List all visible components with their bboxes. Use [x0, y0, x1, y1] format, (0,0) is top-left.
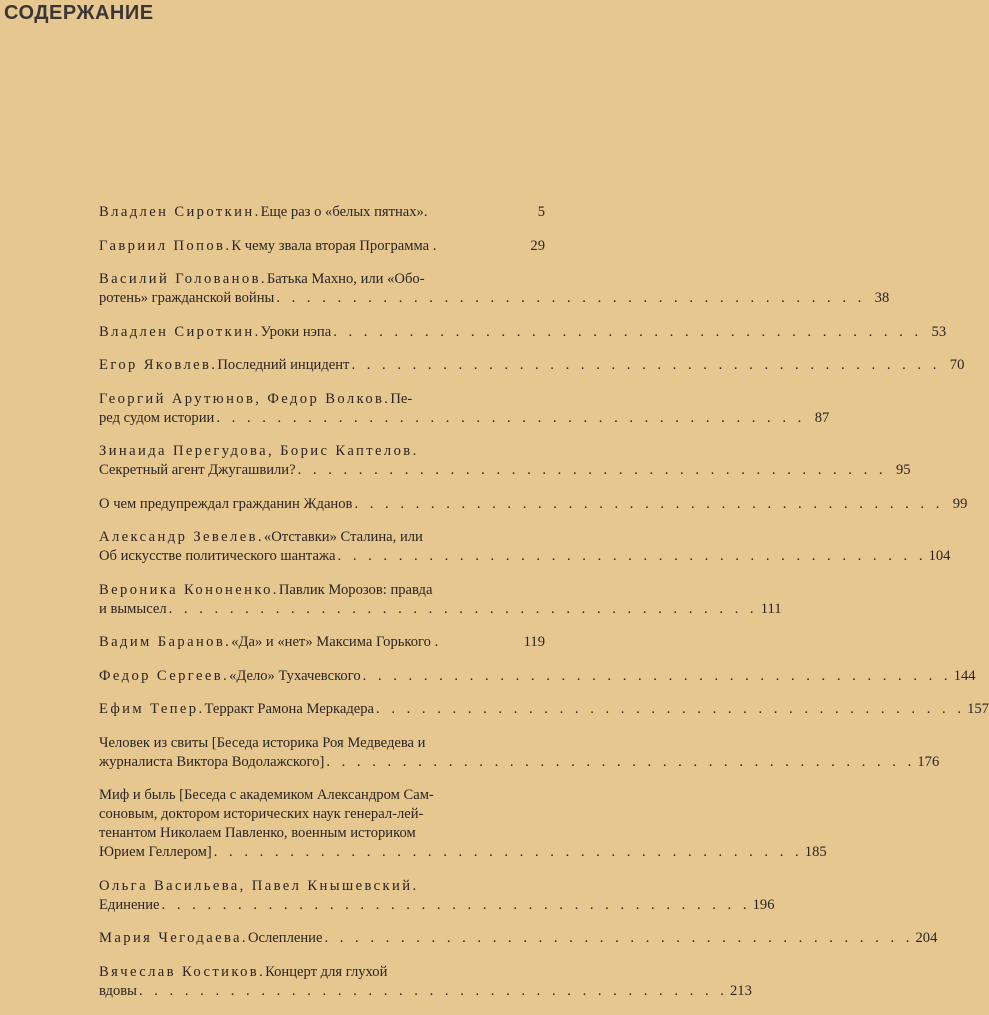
toc-line	[99, 390, 545, 409]
dot-leader: . . . . . . . . . . . . . . . . . . . . . . . . . . . . . . . . . . . . . . .	[138, 982, 728, 999]
toc-entry	[99, 700, 989, 719]
dot-leader: . . . . . . . . . . . . . . . . . . . . . . . . . . . . . . . . . . . . . . .	[168, 600, 758, 617]
page-number: 104	[928, 548, 951, 564]
entry-title: Человек из свиты [Беседа историка Роя Медведева и	[99, 734, 426, 751]
entry-title: Юрием Геллером]	[99, 844, 212, 860]
toc-entry	[99, 442, 911, 480]
dot-leader: . . . . . . . . . . . . . . . . . . . . . . . . . . . . . . . . . . . . . . .	[337, 548, 927, 564]
dot-leader: . . . . . . . . . . . . . . . . . . . . . . . . . . . . . . . . . . . . . . .	[216, 409, 806, 426]
toc-entry	[99, 270, 890, 308]
page-number: 185	[804, 844, 827, 860]
entry-author: Александр Зевелев.	[99, 529, 264, 545]
toc-line	[99, 203, 545, 222]
page-number: 157	[967, 701, 989, 717]
toc-line	[99, 442, 545, 461]
entry-author: Вячеслав Костиков.	[99, 963, 266, 980]
entry-title: Терракт Рамона Меркадера	[204, 701, 375, 717]
toc-entry	[99, 495, 968, 514]
page-number: 204	[915, 930, 938, 946]
toc-line	[99, 356, 965, 375]
entry-title: Концерт для глухой	[265, 963, 388, 980]
entry-title: К чему звала вторая Программа .	[231, 237, 437, 254]
entry-title: ред судом истории	[99, 409, 215, 426]
dot-leader: . . . . . . . . . . . . . . . . . . . . . . . . . . . . . . . . . . . . . . .	[297, 462, 887, 478]
toc-line	[99, 824, 545, 843]
toc-line	[99, 495, 968, 514]
toc-entry	[99, 963, 752, 1001]
entry-author: Мария Чегодаева.	[99, 930, 248, 946]
toc-line	[99, 547, 951, 566]
entry-author: Владлен Сироткин.	[99, 204, 261, 220]
toc-line	[99, 461, 911, 480]
toc-line	[99, 877, 545, 896]
dot-leader: . . . . . . . . . . . . . . . . . . . . . . . . . . . . . . . . . . . . . . .	[354, 495, 944, 512]
entry-title: Павлик Морозов: правда	[278, 581, 433, 598]
toc-line	[99, 700, 989, 719]
entry-author: Владлен Сироткин.	[99, 323, 261, 340]
entry-author: Зинаида Перегудова, Борис Каптелов.	[99, 443, 419, 459]
dot-leader: . . . . . . . . . . . . . . . . . . . . . . . . . . . . . . . . . . . . . . .	[161, 896, 751, 913]
entry-author: Гавриил Попов.	[99, 237, 232, 254]
entry-title: Батька Махно, или «Обо-	[266, 271, 425, 287]
entry-title: соновым, доктором исторических наук генерал-лей-	[99, 806, 424, 822]
entry-title: «Отставки» Сталина, или	[263, 529, 423, 545]
page-number: 196	[752, 896, 775, 913]
toc-line	[99, 633, 545, 652]
toc-line	[99, 581, 545, 600]
entry-author: Ольга Васильева, Павел Кнышевский.	[99, 877, 419, 894]
toc-entry	[99, 786, 827, 862]
page-number: 213	[730, 982, 752, 999]
entry-title: О чем предупреждал гражданин Жданов	[99, 495, 353, 512]
entry-title: Единение	[99, 896, 160, 913]
entry-title: журналиста Виктора Водолажского]	[99, 753, 325, 770]
entry-title: «Да» и «нет» Максима Горького .	[231, 634, 439, 650]
dot-leader: . . . . . . . . . . . . . . . . . . . . . . . . . . . . . . . . . . . . . . .	[326, 753, 916, 770]
entry-title: Ослепление	[248, 930, 323, 946]
entry-title: Миф и быль [Беседа с академиком Александром Сам-	[99, 787, 434, 803]
entry-author: Вадим Баранов.	[99, 634, 232, 650]
entry-title: Еще раз о «белых пятнах».	[260, 204, 428, 220]
entry-author: Федор Сергеев.	[99, 667, 230, 684]
page-number: 38	[874, 290, 890, 306]
toc-line	[99, 289, 890, 308]
entry-title: Пе-	[390, 390, 413, 407]
dot-leader: . . . . . . . . . . . . . . . . . . . . . . . . . . . . . . . . . . . . . . .	[362, 667, 952, 684]
toc-entry	[99, 203, 545, 222]
toc-entry	[99, 356, 965, 375]
dot-leader: . . . . . . . . . . . . . . . . . . . . . . . . . . . . . . . . . . . . . . .	[333, 323, 923, 340]
dot-leader: . . . . . . . . . . . . . . . . . . . . . . . . . . . . . . . . . . . . . . .	[324, 930, 914, 946]
entry-title: ротень» гражданской войны	[99, 290, 275, 306]
page-number: 176	[917, 753, 940, 770]
toc-line	[99, 929, 938, 948]
toc-line	[99, 270, 545, 289]
toc-entry	[99, 390, 830, 428]
page-number: 144	[953, 667, 976, 684]
toc-line	[99, 667, 976, 686]
dot-leader: . . . . . . . . . . . . . . . . . . . . . . . . . . . . . . . . . . . . . . .	[351, 357, 941, 373]
page-number: 99	[952, 495, 968, 512]
toc-line	[99, 896, 775, 915]
toc-entry	[99, 237, 545, 256]
toc-entry	[99, 581, 782, 619]
toc-entry	[99, 667, 976, 686]
toc-line	[99, 963, 545, 982]
toc-line	[99, 734, 545, 753]
dot-leader: . . . . . . . . . . . . . . . . . . . . . . . . . . . . . . . . . . . . . . .	[213, 844, 803, 860]
page-number: 95	[895, 462, 911, 478]
entry-title: Секретный агент Джугашвили?	[99, 462, 296, 478]
entry-author: Егор Яковлев.	[99, 357, 218, 373]
toc-entry	[99, 633, 545, 652]
table-of-contents	[99, 203, 989, 1015]
entry-title: вдовы	[99, 982, 137, 999]
toc-line	[99, 323, 947, 342]
toc-entry	[99, 877, 775, 915]
entry-author: Ефим Тепер.	[99, 701, 205, 717]
page-number: 87	[814, 409, 830, 426]
page-title: СОДЕРЖАНИЕ	[4, 2, 154, 24]
toc-line	[99, 805, 545, 824]
page-number: 119	[523, 634, 545, 650]
toc-line	[99, 409, 830, 428]
page-number: 53	[931, 323, 947, 340]
toc-line	[99, 237, 545, 256]
toc-line	[99, 843, 827, 862]
toc-entry	[99, 528, 951, 566]
dot-leader: . . . . . . . . . . . . . . . . . . . . . . . . . . . . . . . . . . . . . . .	[276, 290, 866, 306]
page-number: 29	[530, 237, 545, 254]
entry-title: тенантом Николаем Павленко, военным историком	[99, 825, 416, 841]
toc-line	[99, 528, 545, 547]
page-number: 111	[760, 600, 782, 617]
page-number: 5	[537, 204, 545, 220]
toc-line	[99, 982, 752, 1001]
toc-entry	[99, 929, 938, 948]
toc-line	[99, 786, 545, 805]
entry-title: Уроки нэпа	[260, 323, 332, 340]
entry-author: Василий Голованов.	[99, 271, 267, 287]
entry-title: Последний инцидент	[217, 357, 350, 373]
entry-title: и вымысел	[99, 600, 167, 617]
dot-leader: . . . . . . . . . . . . . . . . . . . . . . . . . . . . . . . . . . . . . . .	[376, 701, 965, 717]
toc-entry	[99, 734, 940, 772]
toc-line	[99, 600, 782, 619]
entry-title: «Дело» Тухачевского	[229, 667, 361, 684]
toc-entry	[99, 323, 947, 342]
entry-author: Георгий Арутюнов, Федор Волков.	[99, 390, 391, 407]
page-number: 70	[949, 357, 965, 373]
entry-author: Вероника Кононенко.	[99, 581, 279, 598]
entry-title: Об искусстве политического шантажа	[99, 548, 336, 564]
toc-line	[99, 753, 940, 772]
